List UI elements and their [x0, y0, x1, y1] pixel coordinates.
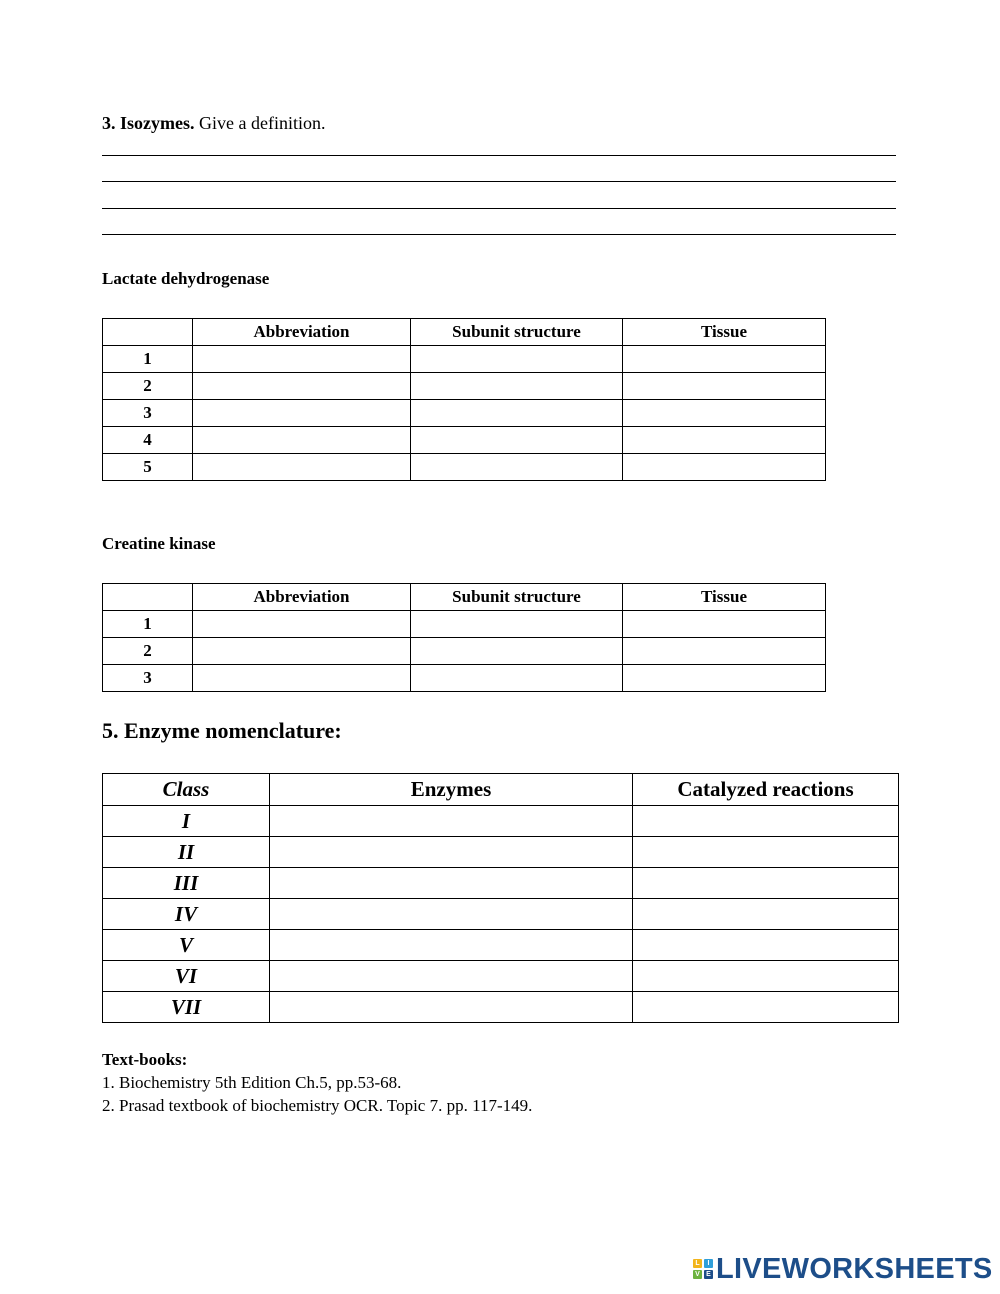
brand-name: LIVEWORKSHEETS: [716, 1252, 993, 1285]
ck-title: Creatine kinase: [102, 534, 216, 553]
class-label: III: [103, 868, 270, 899]
table-header-row: [103, 774, 899, 806]
subunit-structure-cell[interactable]: [411, 638, 623, 665]
class-label: VII: [103, 992, 270, 1023]
answer-line-4[interactable]: [102, 234, 896, 235]
header-tissue: Tissue: [623, 319, 826, 346]
row-number: 2: [103, 638, 193, 665]
table-row: [103, 837, 899, 868]
abbreviation-cell[interactable]: [193, 638, 411, 665]
question-3: [102, 113, 325, 134]
header-abbreviation: Abbreviation: [193, 319, 411, 346]
row-number: 2: [103, 373, 193, 400]
table-row: [103, 961, 899, 992]
tissue-cell[interactable]: [623, 427, 826, 454]
tissue-cell[interactable]: [623, 638, 826, 665]
textbook-item: 1. Biochemistry 5th Edition Ch.5, pp.53-68.: [102, 1073, 402, 1092]
ck-table: [102, 583, 826, 692]
table-row: [103, 427, 826, 454]
abbreviation-cell[interactable]: [193, 665, 411, 692]
logo-mark-icon: L I V E: [693, 1259, 713, 1279]
table-row: [103, 400, 826, 427]
subunit-structure-cell[interactable]: [411, 665, 623, 692]
header-subunit-structure: Subunit structure: [411, 584, 623, 611]
subunit-structure-cell[interactable]: [411, 400, 623, 427]
header-empty-cell: [103, 584, 193, 611]
table-row: [103, 346, 826, 373]
tissue-cell[interactable]: [623, 454, 826, 481]
class-label: I: [103, 806, 270, 837]
enzyme-nomenclature-table: [102, 773, 899, 1023]
table-header-row: [103, 319, 826, 346]
tissue-cell[interactable]: [623, 346, 826, 373]
reactions-cell[interactable]: [633, 899, 899, 930]
subunit-structure-cell[interactable]: [411, 454, 623, 481]
textbooks-title: Text-books:: [102, 1050, 188, 1069]
header-subunit-structure: Subunit structure: [411, 319, 623, 346]
class-label: IV: [103, 899, 270, 930]
table-row: [103, 930, 899, 961]
row-number: 5: [103, 454, 193, 481]
header-enzymes: Enzymes: [270, 774, 633, 806]
tissue-cell[interactable]: [623, 665, 826, 692]
class-label: V: [103, 930, 270, 961]
subunit-structure-cell[interactable]: [411, 611, 623, 638]
tissue-cell[interactable]: [623, 373, 826, 400]
row-number: 1: [103, 346, 193, 373]
header-catalyzed-reactions: Catalyzed reactions: [633, 774, 899, 806]
table-row: [103, 454, 826, 481]
reactions-cell[interactable]: [633, 837, 899, 868]
header-empty-cell: [103, 319, 193, 346]
row-number: 1: [103, 611, 193, 638]
answer-line-2[interactable]: [102, 181, 896, 182]
abbreviation-cell[interactable]: [193, 400, 411, 427]
tissue-cell[interactable]: [623, 611, 826, 638]
enzymes-cell[interactable]: [270, 899, 633, 930]
subunit-structure-cell[interactable]: [411, 346, 623, 373]
table-row: [103, 373, 826, 400]
abbreviation-cell[interactable]: [193, 373, 411, 400]
enzymes-cell[interactable]: [270, 961, 633, 992]
table-row: [103, 638, 826, 665]
row-number: 4: [103, 427, 193, 454]
subunit-structure-cell[interactable]: [411, 427, 623, 454]
answer-line-1[interactable]: [102, 155, 896, 156]
question-5-title: 5. Enzyme nomenclature:: [102, 718, 342, 743]
header-class: Class: [103, 774, 270, 806]
enzymes-cell[interactable]: [270, 837, 633, 868]
row-number: 3: [103, 665, 193, 692]
header-tissue: Tissue: [623, 584, 826, 611]
textbook-item: 2. Prasad textbook of biochemistry OCR. Topic 7. pp. 117-149.: [102, 1096, 533, 1115]
reactions-cell[interactable]: [633, 868, 899, 899]
abbreviation-cell[interactable]: [193, 346, 411, 373]
reactions-cell[interactable]: [633, 992, 899, 1023]
ldh-title: Lactate dehydrogenase: [102, 269, 270, 288]
table-row: [103, 992, 899, 1023]
table-header-row: [103, 584, 826, 611]
question-3-prompt: Give a definition.: [199, 113, 326, 133]
liveworksheets-logo: [693, 1253, 993, 1285]
table-row: [103, 611, 826, 638]
abbreviation-cell[interactable]: [193, 611, 411, 638]
reactions-cell[interactable]: [633, 961, 899, 992]
class-label: II: [103, 837, 270, 868]
header-abbreviation: Abbreviation: [193, 584, 411, 611]
abbreviation-cell[interactable]: [193, 427, 411, 454]
enzymes-cell[interactable]: [270, 992, 633, 1023]
ldh-table: [102, 318, 826, 481]
tissue-cell[interactable]: [623, 400, 826, 427]
table-row: [103, 899, 899, 930]
reactions-cell[interactable]: [633, 806, 899, 837]
table-row: [103, 665, 826, 692]
answer-line-3[interactable]: [102, 208, 896, 209]
enzymes-cell[interactable]: [270, 930, 633, 961]
class-label: VI: [103, 961, 270, 992]
enzymes-cell[interactable]: [270, 806, 633, 837]
row-number: 3: [103, 400, 193, 427]
reactions-cell[interactable]: [633, 930, 899, 961]
table-row: [103, 868, 899, 899]
subunit-structure-cell[interactable]: [411, 373, 623, 400]
abbreviation-cell[interactable]: [193, 454, 411, 481]
enzymes-cell[interactable]: [270, 868, 633, 899]
question-3-title: 3. Isozymes.: [102, 113, 195, 133]
table-row: [103, 806, 899, 837]
